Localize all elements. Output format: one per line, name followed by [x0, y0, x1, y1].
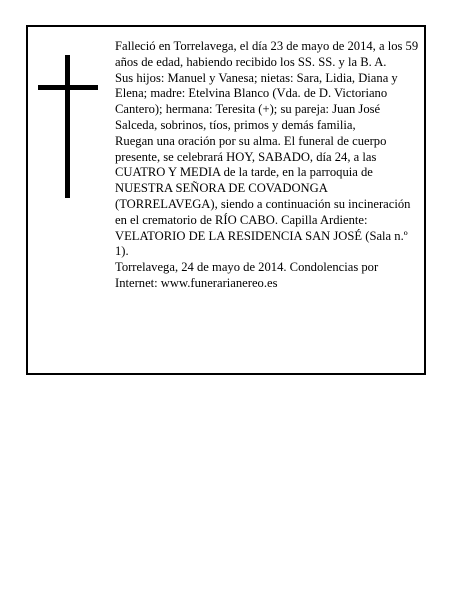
family-list: Sus hijos: Manuel y Vanesa; nietas: Sara, Lidia, Diana y Elena; madre: Etelvina Blanco (Vda. de D. Victoriano Cantero); hermana: Teresita (+); su pareja: Juan José Salceda, sobrinos, tíos, primos y demás familia, — [115, 70, 398, 132]
obituary-notice — [26, 25, 426, 375]
notice-text — [115, 39, 421, 292]
cross-icon — [38, 55, 100, 198]
funeral-details: Ruegan una oración por su alma. El funeral de cuerpo presente, se celebrará HOY, SABADO, día 24, a las CUATRO Y MEDIA de la tarde, en la parroquia de NUESTRA SEÑORA DE COVADONGA (TORRELAVEGA), siendo a continuación su incineración en el crematorio de RÍO CABO. Capilla Ardiente: VELATORIO DE LA RESIDENCIA SAN JOSÉ (Sala n.º 1). — [115, 133, 411, 259]
death-announcement: Falleció en Torrelavega, el día 23 de mayo de 2014, a los 59 años de edad, habiendo recibido los SS. SS. y la B. A. — [115, 39, 419, 69]
cross-vertical-bar — [65, 55, 70, 198]
closing-line: Torrelavega, 24 de mayo de 2014. Condolencias por Internet: www.funerarianereo.es — [115, 260, 379, 290]
cross-horizontal-bar — [38, 85, 98, 90]
